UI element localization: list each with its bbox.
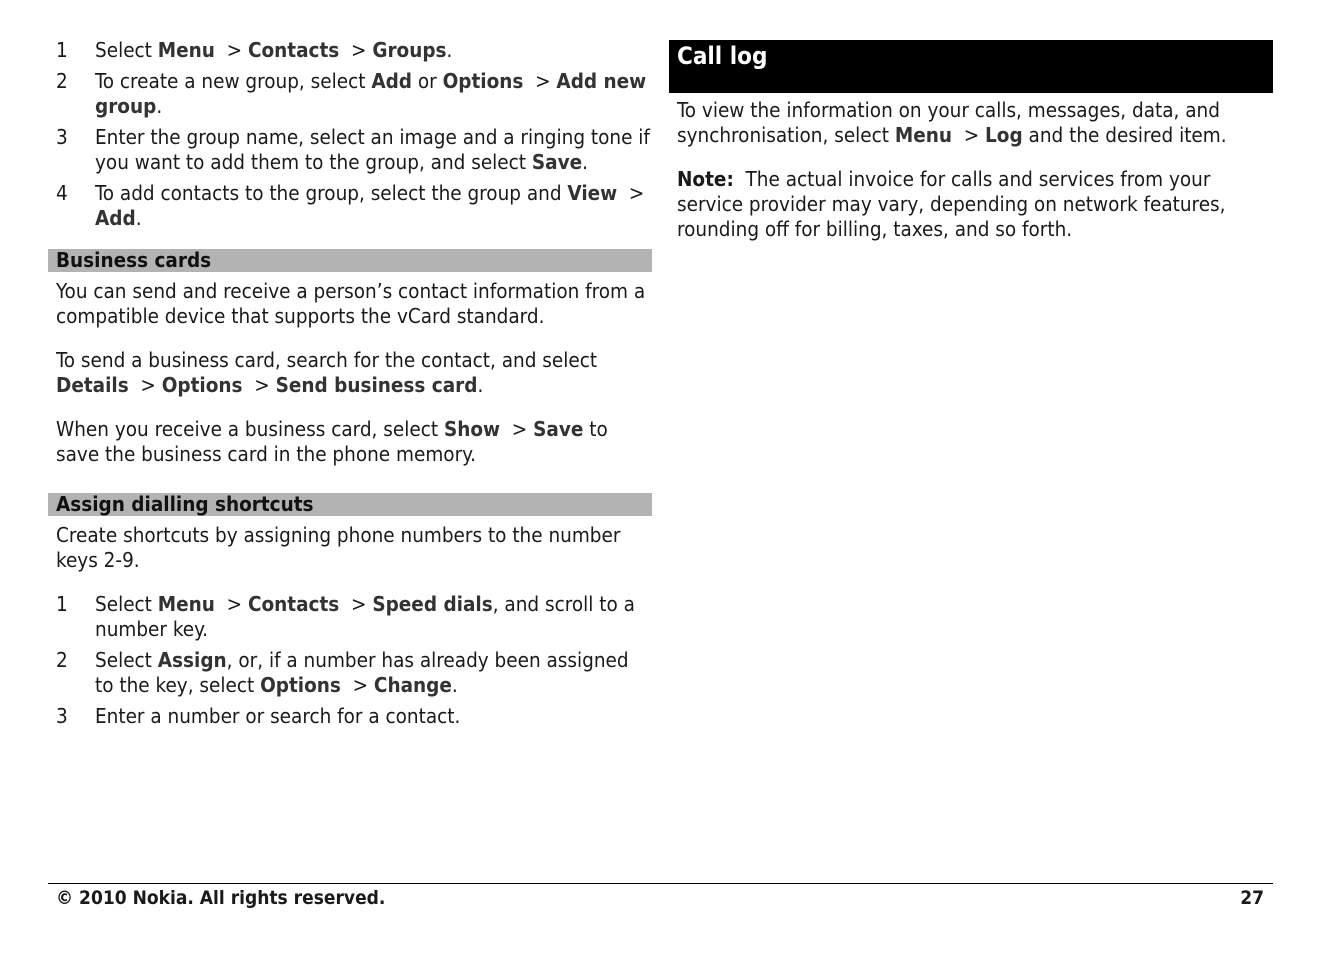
step-number: 2 xyxy=(56,69,68,93)
ui-term: View xyxy=(567,181,618,205)
body-text: Create shortcuts by assigning phone numbers to the number keys 2-9. xyxy=(56,523,627,572)
step-number: 3 xyxy=(56,125,68,149)
step-text xyxy=(95,592,652,642)
step-text xyxy=(95,69,652,119)
dialling-shortcuts-intro xyxy=(48,523,652,573)
ui-term: Save xyxy=(531,150,583,174)
paragraph xyxy=(48,348,652,398)
ui-term: Show xyxy=(443,417,501,441)
step-number: 2 xyxy=(56,648,68,672)
body-text: . xyxy=(451,673,458,697)
step-text xyxy=(95,125,656,175)
body-text: Enter a number or search for a contact. xyxy=(95,704,461,728)
list-item xyxy=(48,648,652,698)
body-text: and the desired item. xyxy=(1022,123,1227,147)
business-cards-heading: Business cards xyxy=(48,249,652,272)
step-text xyxy=(95,38,652,63)
body-text: To add contacts to the group, select the group and xyxy=(95,181,568,205)
body-text: The actual invoice for calls and services from your service provider may vary, depending on network features, rounding off for billing, taxes, and so forth. xyxy=(677,167,1232,241)
body-text: > xyxy=(339,592,373,616)
list-item xyxy=(48,181,652,231)
ui-term: Menu xyxy=(894,123,953,147)
body-text: . xyxy=(446,38,453,62)
step-number: 1 xyxy=(56,38,68,62)
ui-term: Log xyxy=(985,123,1023,147)
ui-term: Assign xyxy=(157,648,227,672)
body-text: When you receive a business card, select xyxy=(56,417,444,441)
body-text: To view the information on your calls, messages, data, and synchronisation, select xyxy=(677,98,1226,147)
ui-term: Contacts xyxy=(247,592,340,616)
body-text: . xyxy=(582,150,589,174)
body-text: > xyxy=(242,373,276,397)
left-column xyxy=(48,38,656,735)
step-number: 4 xyxy=(56,181,68,205)
note-label: Note: xyxy=(677,167,734,191)
body-text: > xyxy=(128,373,162,397)
step-text xyxy=(95,648,652,698)
ui-term: Options xyxy=(260,673,341,697)
ui-term: Groups xyxy=(372,38,447,62)
ui-term: Speed dials xyxy=(372,592,493,616)
body-text: > xyxy=(214,592,248,616)
ui-term: Send business card xyxy=(275,373,478,397)
body-text: . xyxy=(156,94,163,118)
step-text xyxy=(95,704,652,729)
list-item xyxy=(48,38,652,63)
body-text: > xyxy=(500,417,534,441)
body-text: You can send and receive a person’s contact information from a compatible device that supports the vCard standard. xyxy=(56,279,652,328)
copyright-text: © 2010 Nokia. All rights reserved. xyxy=(56,887,386,909)
step-number: 3 xyxy=(56,704,68,728)
body-text: . xyxy=(135,206,142,230)
body-text: or xyxy=(412,69,443,93)
body-text: > xyxy=(340,673,374,697)
ui-term: Save xyxy=(533,417,584,441)
list-item xyxy=(48,69,652,119)
body-text: , or, if a number has already been assigned to the key, select xyxy=(95,648,635,697)
group-steps-list xyxy=(48,38,656,231)
body-text: To send a business card, search for the contact, and select xyxy=(56,348,603,372)
step-number: 1 xyxy=(56,592,68,616)
ui-term: Options xyxy=(161,373,243,397)
right-column xyxy=(669,40,1273,242)
ui-term: Add new group xyxy=(95,69,653,118)
body-text: > xyxy=(339,38,373,62)
body-text: Select xyxy=(95,38,158,62)
ui-term: Add xyxy=(371,69,412,93)
body-text: > xyxy=(214,38,248,62)
ui-term: Options xyxy=(442,69,524,93)
body-text: Select xyxy=(95,648,158,672)
list-item xyxy=(48,704,652,729)
paragraph xyxy=(48,279,652,329)
list-item xyxy=(48,592,652,642)
business-cards-section xyxy=(48,279,652,467)
paragraph xyxy=(48,417,652,467)
speed-dial-steps-list xyxy=(48,592,652,729)
ui-term: Menu xyxy=(157,592,215,616)
dialling-shortcuts-heading: Assign dialling shortcuts xyxy=(48,493,652,516)
body-text: , and scroll to a number key. xyxy=(95,592,641,641)
body-text: to save the business card in the phone memory. xyxy=(56,417,614,466)
body-text: Enter the group name, select an image and a ringing tone if you want to add them to the group, and select xyxy=(95,125,656,174)
list-item xyxy=(48,125,656,175)
ui-term: Change xyxy=(373,673,452,697)
body-text: Select xyxy=(95,592,158,616)
ui-term: Add xyxy=(95,206,136,230)
body-text: > xyxy=(952,123,986,147)
ui-term: Contacts xyxy=(247,38,340,62)
body-text: > xyxy=(523,69,557,93)
page-number: 27 xyxy=(1240,887,1264,909)
invoice-note xyxy=(669,167,1273,242)
ui-term: Menu xyxy=(157,38,215,62)
ui-term: Details xyxy=(56,373,129,397)
call-log-heading: Call log xyxy=(669,40,1273,93)
step-text xyxy=(95,181,652,231)
body-text: > xyxy=(617,181,651,205)
body-text: . xyxy=(477,373,484,397)
footer-divider xyxy=(48,883,1273,884)
call-log-intro xyxy=(669,98,1273,148)
body-text: To create a new group, select xyxy=(95,69,372,93)
